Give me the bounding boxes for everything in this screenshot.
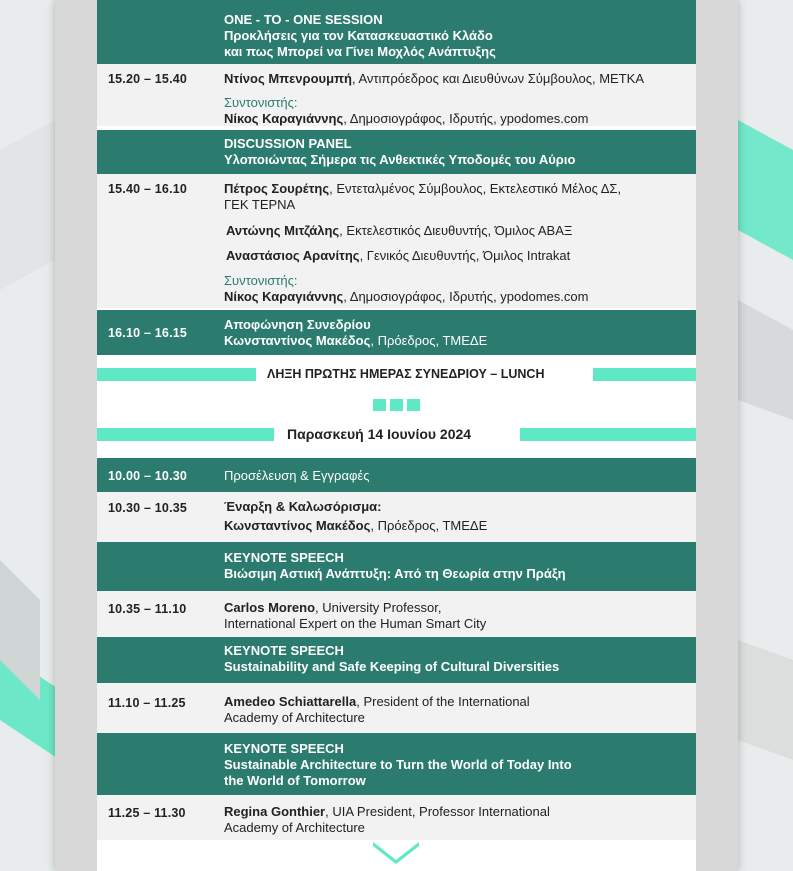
- session-type: KEYNOTE SPEECH: [224, 741, 344, 756]
- speaker-role: , Γενικός Διευθυντής, Όμιλος Intrakat: [359, 248, 571, 263]
- time-slot: 16.10 – 16.15: [108, 326, 188, 340]
- agenda-item: [97, 458, 696, 492]
- moderator-label: Συντονιστής:: [224, 95, 298, 110]
- moderator-label: Συντονιστής:: [224, 273, 298, 288]
- speaker-name: Κωνσταντίνος Μακέδος: [224, 518, 371, 533]
- session-title-line2: the World of Tomorrow: [224, 773, 366, 788]
- speaker-name: Regina Gonthier: [224, 804, 326, 819]
- speaker-role: , Αντιπρόεδρος και Διευθύνων Σύμβουλος, ΜΕΤΚΑ: [351, 71, 645, 86]
- speaker-role: , Πρόεδρος, ΤΜΕΔΕ: [370, 518, 488, 533]
- session-header: [97, 733, 696, 795]
- agenda-item: [97, 64, 696, 126]
- time-slot: 15.20 – 15.40: [108, 72, 188, 86]
- speaker-role: , Εντεταλμένος Σύμβουλος, Εκτελεστικό Μέλος ΔΣ,: [329, 181, 622, 196]
- moderator-name: Νίκος Καραγιάννης: [224, 111, 344, 126]
- session-type: KEYNOTE SPEECH: [224, 643, 344, 658]
- speaker-role: , University Professor,: [315, 600, 442, 615]
- session-title-line2: και πως Μπορεί να Γίνει Μοχλός Ανάπτυξης: [224, 44, 496, 59]
- session-header: [97, 0, 696, 64]
- item-title: Αποφώνηση Συνεδρίου: [224, 317, 371, 332]
- decor-square: [407, 399, 420, 411]
- speaker-name: Αναστάσιος Αρανίτης: [226, 248, 360, 263]
- moderator-name: Νίκος Καραγιάννης: [224, 289, 344, 304]
- session-header: [97, 130, 696, 174]
- time-slot: 11.25 – 11.30: [108, 806, 186, 820]
- item-title: Προσέλευση & Εγγραφές: [224, 468, 370, 483]
- divider-bar-left: [97, 428, 274, 441]
- speaker-role: , UIA President, Professor International: [325, 804, 550, 819]
- agenda-item: [97, 310, 696, 355]
- lunch-divider-label: ΛΗΞΗ ΠΡΩΤΗΣ ΗΜΕΡΑΣ ΣΥΝΕΔΡΙΟΥ – LUNCH: [267, 367, 545, 381]
- speaker-name: Πέτρος Σουρέτης: [224, 181, 330, 196]
- moderator-role: , Δημοσιογράφος, Ιδρυτής, ypodomes.com: [343, 111, 589, 126]
- session-title: Sustainable Architecture to Turn the World of Today Into: [224, 757, 572, 772]
- divider-bar-left: [97, 368, 256, 381]
- session-title: Sustainability and Safe Keeping of Cultural Diversities: [224, 659, 560, 674]
- speaker-role-line2: Academy of Architecture: [224, 820, 365, 835]
- session-title: Υλοποιώντας Σήμερα τις Ανθεκτικές Υποδομές του Αύριο: [224, 152, 576, 167]
- session-type: DISCUSSION PANEL: [224, 136, 352, 151]
- agenda-item: [97, 683, 696, 733]
- divider-bar-right: [593, 368, 696, 381]
- session-type: ONE - TO - ONE SESSION: [224, 12, 383, 27]
- session-header: [97, 637, 696, 683]
- session-title: Βιώσιμη Αστική Ανάπτυξη: Από τη Θεωρία στην Πράξη: [224, 566, 566, 581]
- moderator-role: , Δημοσιογράφος, Ιδρυτής, ypodomes.com: [343, 289, 589, 304]
- speaker-name: Αντώνης Μιτζάλης: [226, 223, 340, 238]
- speaker-name: Carlos Moreno: [224, 600, 316, 615]
- time-slot: 10.30 – 10.35: [108, 501, 188, 515]
- agenda-item: [97, 795, 696, 840]
- speaker-name: Κωνσταντίνος Μακέδος: [224, 333, 371, 348]
- session-title: Προκλήσεις για τον Κατασκευαστικό Κλάδο: [224, 28, 493, 43]
- speaker-role-line2: Academy of Architecture: [224, 710, 365, 725]
- time-slot: 10.00 – 10.30: [108, 469, 188, 483]
- time-slot: 10.35 – 11.10: [108, 602, 187, 616]
- session-type: KEYNOTE SPEECH: [224, 550, 344, 565]
- decor-square: [373, 399, 386, 411]
- time-slot: 15.40 – 16.10: [108, 182, 188, 196]
- speaker-role-line2: ΓΕΚ ΤΕΡΝΑ: [224, 197, 296, 212]
- speaker-name: Ντίνος Μπενρουμπή: [224, 71, 352, 86]
- chevron-down-icon[interactable]: [373, 842, 419, 864]
- speaker-role: , Εκτελεστικός Διευθυντής, Όμιλος ΑΒΑΞ: [339, 223, 573, 238]
- item-title: Έναρξη & Καλωσόρισμα:: [224, 499, 382, 514]
- agenda-page: [97, 0, 696, 871]
- decor-square: [390, 399, 403, 411]
- day-heading: Παρασκευή 14 Ιουνίου 2024: [287, 426, 472, 442]
- speaker-name: Amedeo Schiattarella: [224, 694, 357, 709]
- session-header: [97, 542, 696, 591]
- speaker-role: , Πρόεδρος, ΤΜΕΔΕ: [370, 333, 488, 348]
- speaker-role: , President of the International: [356, 694, 530, 709]
- divider-bar-right: [520, 428, 696, 441]
- time-slot: 11.10 – 11.25: [108, 696, 186, 710]
- agenda-item: [97, 492, 696, 542]
- agenda-item: [97, 591, 696, 637]
- speaker-role-line2: International Expert on the Human Smart City: [224, 616, 487, 631]
- agenda-item: [97, 174, 696, 308]
